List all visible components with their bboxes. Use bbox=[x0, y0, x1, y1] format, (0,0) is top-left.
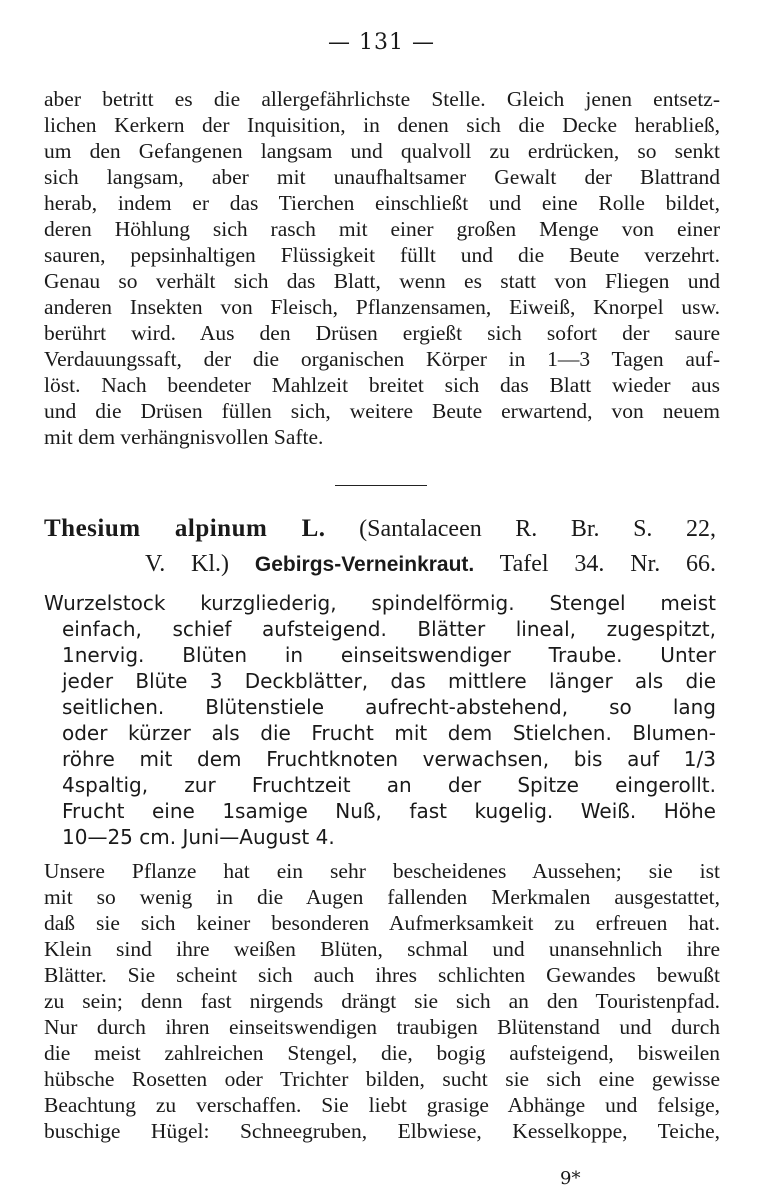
text-line: und die Drüsen füllen sich, weitere Beute erwartend, von neuem bbox=[44, 399, 720, 423]
text-line: daß sie sich keiner besonderen Aufmerksamkeit zu erfreuen hat. bbox=[44, 911, 720, 935]
text-line: buschige Hügel: Schneegruben, Elbwiese, Kesselkoppe, Teiche, bbox=[44, 1119, 720, 1143]
text-line: Nur durch ihren einseitswendigen traubigen Blütenstand und durch bbox=[44, 1015, 720, 1039]
text-line: Wurzelstock kurzgliederig, spindelförmig. Stengel meist bbox=[44, 591, 716, 615]
text-line: mit dem verhängnisvollen Safte. bbox=[44, 425, 324, 449]
text-line: anderen Insekten von Fleisch, Pflanzensamen, Eiweiß, Knorpel usw. bbox=[44, 295, 720, 319]
signature-mark: 9* bbox=[560, 1168, 581, 1189]
text-line: Genau so verhält sich das Blatt, wenn es statt von Fliegen und bbox=[44, 269, 720, 293]
text-line: deren Höhlung sich rasch mit einer großen Menge von einer bbox=[44, 217, 720, 241]
text-line: röhre mit dem Fruchtknoten verwachsen, bis auf 1/3 bbox=[62, 747, 716, 771]
text-line: lichen Kerkern der Inquisition, in denen sich die Decke herabließ, bbox=[44, 113, 720, 137]
text-line: jeder Blüte 3 Deckblätter, das mittlere länger als die bbox=[62, 669, 716, 693]
text-line: löst. Nach beendeter Mahlzeit breitet sich das Blatt wieder aus bbox=[44, 373, 720, 397]
text-line: Klein sind ihre weißen Blüten, schmal und unansehnlich ihre bbox=[44, 937, 720, 961]
text-line: berührt wird. Aus den Drüsen ergießt sich sofort der saure bbox=[44, 321, 720, 345]
text-line: seitlichen. Blütenstiele aufrecht-abstehend, so lang bbox=[62, 695, 716, 719]
text-line: Blätter. Sie scheint sich auch ihres schlichten Gewandes bewußt bbox=[44, 963, 720, 987]
page-number: — 131 — bbox=[328, 30, 435, 55]
text-line: 1nervig. Blüten in einseitswendiger Traube. Unter bbox=[62, 643, 716, 667]
species-name: Thesium alpinum L. bbox=[44, 515, 326, 542]
text-line: Frucht eine 1samige Nuß, fast kugelig. Weiß. Höhe bbox=[62, 799, 716, 823]
family-info: (Santalaceen R. Br. S. 22, bbox=[359, 516, 716, 542]
text-line: Beachtung zu verschaffen. Sie liebt grasige Abhänge und felsige, bbox=[44, 1093, 720, 1117]
plate-reference: Tafel 34. Nr. 66. bbox=[499, 551, 717, 577]
section-divider bbox=[335, 485, 427, 486]
text-line: sauren, pepsinhaltigen Flüssigkeit füllt und die Beute verzehrt. bbox=[44, 243, 720, 267]
text-line: aber betritt es die allergefährlichste Stelle. Gleich jenen entsetz- bbox=[44, 87, 720, 111]
text-line: um den Gefangenen langsam und qualvoll zu erdrücken, so senkt bbox=[44, 139, 720, 163]
class-info: V. Kl.) bbox=[145, 551, 230, 577]
text-line: einfach, schief aufsteigend. Blätter lineal, zugespitzt, bbox=[62, 617, 716, 641]
text-line: Unsere Pflanze hat ein sehr bescheidenes Aussehen; sie ist bbox=[44, 859, 720, 883]
text-line: Verdauungssaft, der die organischen Körper in 1—3 Tagen auf- bbox=[44, 347, 720, 371]
text-line: herab, indem er das Tierchen einschließt und eine Rolle bildet, bbox=[44, 191, 720, 215]
text-line: die meist zahlreichen Stengel, die, bogig aufsteigend, bisweilen bbox=[44, 1041, 720, 1065]
german-name: Gebirgs-Verneinkraut. bbox=[254, 553, 475, 576]
text-line: sich langsam, aber mit unaufhaltsamer Gewalt der Blattrand bbox=[44, 165, 720, 189]
text-line: mit so wenig in die Augen fallenden Merkmalen ausgestattet, bbox=[44, 885, 720, 909]
text-line: 10—25 cm. Juni—August 4. bbox=[62, 825, 335, 849]
text-line: zu sein; denn fast nirgends drängt sie sich an den Touristenpfad. bbox=[44, 989, 720, 1013]
text-line: 4spaltig, zur Fruchtzeit an der Spitze eingerollt. bbox=[62, 773, 716, 797]
text-line: oder kürzer als die Frucht mit dem Stielchen. Blumen- bbox=[62, 721, 716, 745]
text-line: hübsche Rosetten oder Trichter bilden, sucht sie sich eine gewisse bbox=[44, 1067, 720, 1091]
